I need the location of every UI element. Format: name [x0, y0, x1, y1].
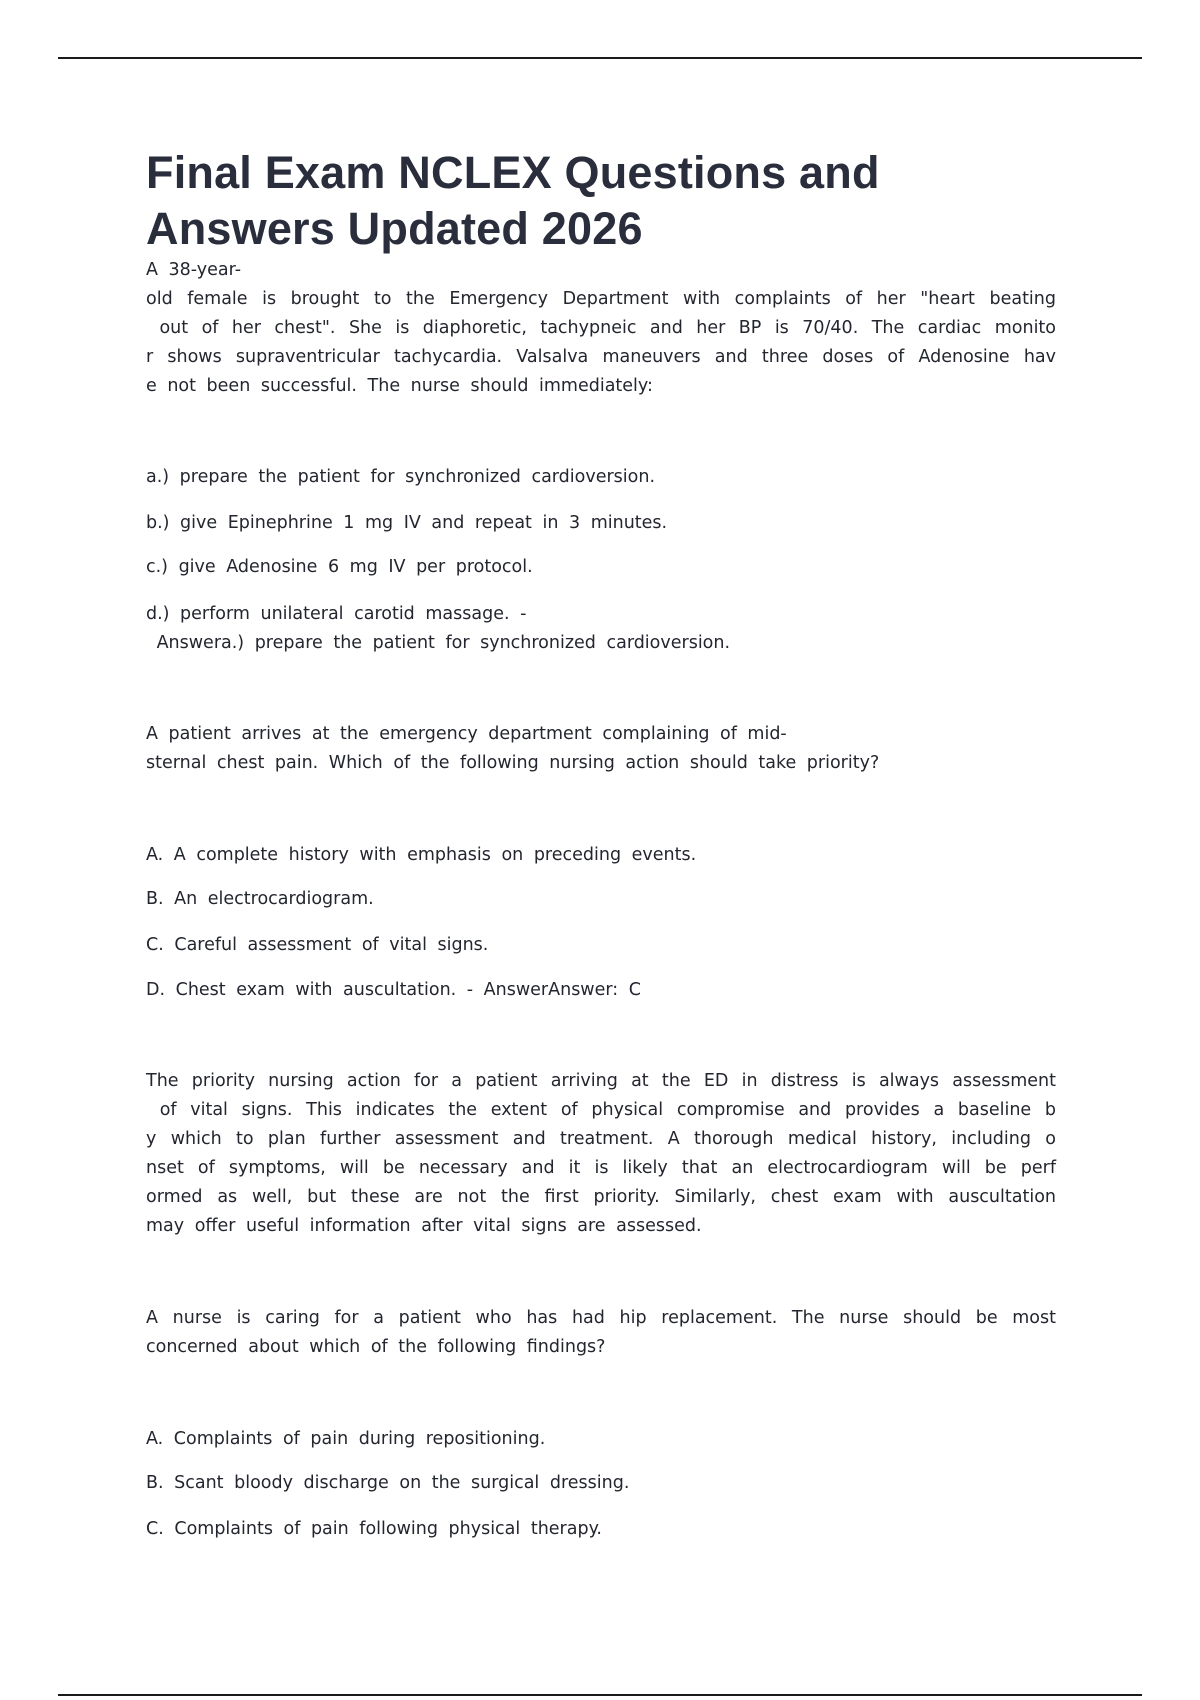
- document-title: [146, 145, 1056, 257]
- question-text-line: out of her chest". She is diaphoretic, tachypneic and her BP is 70/40. The cardiac monito: [146, 318, 1056, 338]
- question-2-stem: [146, 720, 1056, 778]
- question-text-line: concerned about which of the following findings?: [146, 1337, 606, 1357]
- answer-option: A. A complete history with emphasis on preceding events.: [146, 845, 697, 865]
- rationale-line: of vital signs. This indicates the extent of physical compromise and provides a baseline b: [146, 1100, 1056, 1120]
- answer-option: A. Complaints of pain during repositioning.: [146, 1429, 546, 1449]
- answer-option: D. Chest exam with auscultation. - AnswerAnswer: C: [146, 980, 641, 1000]
- question-2-options: [146, 931, 1056, 960]
- question-1-options: [146, 553, 1056, 582]
- rationale-line: nset of symptoms, will be necessary and it is likely that an electrocardiogram will be perf: [146, 1158, 1056, 1178]
- rationale-line: y which to plan further assessment and treatment. A thorough medical history, including o: [146, 1129, 1056, 1149]
- question-2-options: [146, 885, 1056, 914]
- title-line: Answers Updated 2026: [146, 203, 643, 254]
- answer-option: B. An electrocardiogram.: [146, 889, 374, 909]
- question-text-line: r shows supraventricular tachycardia. Valsalva maneuvers and three doses of Adenosine hav: [146, 347, 1056, 367]
- answer-option: C. Careful assessment of vital signs.: [146, 935, 489, 955]
- answer-option: C. Complaints of pain following physical therapy.: [146, 1519, 602, 1539]
- question-text-line: A nurse is caring for a patient who has had hip replacement. The nurse should be most: [146, 1308, 1056, 1328]
- header-rule: [58, 57, 1142, 59]
- question-text-line: A patient arrives at the emergency department complaining of mid-: [146, 724, 787, 744]
- question-3-options: [146, 1469, 1056, 1498]
- rationale-line: may offer useful information after vital signs are assessed.: [146, 1216, 702, 1236]
- question-1-stem: [146, 256, 1056, 401]
- question-1-options: [146, 463, 1056, 492]
- answer-option: d.) perform unilateral carotid massage. -: [146, 604, 527, 624]
- rationale-line: The priority nursing action for a patient arriving at the ED in distress is always assessment: [146, 1071, 1056, 1091]
- rationale-line: ormed as well, but these are not the first priority. Similarly, chest exam with auscultation: [146, 1187, 1056, 1207]
- question-1-options: [146, 509, 1056, 538]
- footer-rule: [58, 1694, 1142, 1696]
- question-2-options: [146, 976, 1056, 1005]
- question-2-options: [146, 841, 1056, 870]
- question-3-options: [146, 1425, 1056, 1454]
- answer-option: b.) give Epinephrine 1 mg IV and repeat in 3 minutes.: [146, 513, 668, 533]
- question-2-rationale: [146, 1067, 1056, 1241]
- title-line: Final Exam NCLEX Questions and: [146, 147, 880, 198]
- question-text-line: sternal chest pain. Which of the following nursing action should take priority?: [146, 753, 880, 773]
- question-3-stem: [146, 1304, 1056, 1362]
- answer-option: a.) prepare the patient for synchronized cardioversion.: [146, 467, 656, 487]
- question-1-options: [146, 600, 1056, 658]
- answer-key: Answera.) prepare the patient for synchronized cardioversion.: [146, 633, 731, 653]
- answer-option: c.) give Adenosine 6 mg IV per protocol.: [146, 557, 533, 577]
- question-text-line: old female is brought to the Emergency Department with complaints of her "heart beating: [146, 289, 1056, 309]
- answer-option: B. Scant bloody discharge on the surgical dressing.: [146, 1473, 630, 1493]
- question-text-line: e not been successful. The nurse should immediately:: [146, 376, 653, 396]
- document-body: [146, 145, 1056, 257]
- question-3-options: [146, 1515, 1056, 1544]
- question-text-line: A 38-year-: [146, 260, 242, 280]
